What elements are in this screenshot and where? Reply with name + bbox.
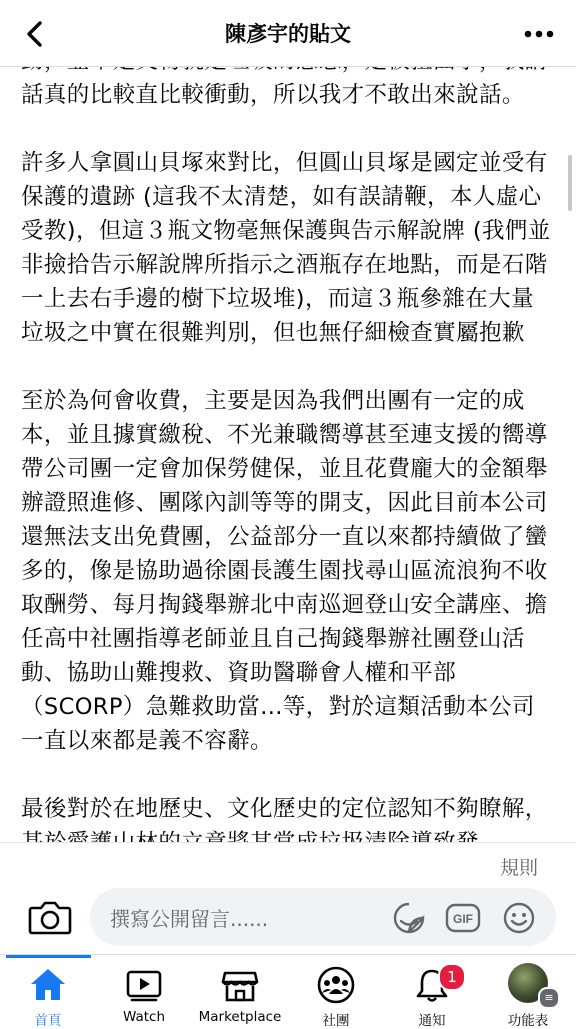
home-icon: [28, 965, 68, 1005]
sticker-icon: [392, 901, 426, 935]
post-paragraph: 至於為何會收費，主要是因為我們出團有一定的成本，並且據實繳稅、不光兼職嚮導甚至連支援的嚮導帶公司團一定會加保勞健保，並且花費龐大的金額舉辦證照進修、團隊內訓等等的開支，因此目前本公司還無法支出免費團，公益部分一直以來都持續做了蠻多的，像是協助過徐園長護生園找尋山區流浪狗不收取酬勞、每月掏錢舉辦北中南巡迴登山安全講座、擔任高中社團指導老師並且自己掏錢舉辦社團登山活動、協助山難搜救、資助醫聯會人權和平部（SCORP）急難救助當...等，對於這類活動本公司一直以來都是義不容辭。: [21, 388, 548, 754]
page-title: 陳彥宇的貼文: [225, 22, 351, 46]
post-content: [0, 66, 576, 842]
gif-label: GIF: [453, 912, 473, 926]
tab-label: Marketplace: [198, 1009, 282, 1025]
tab-label: Watch: [122, 1009, 166, 1025]
tab-notifications[interactable]: [384, 961, 480, 1029]
comment-composer: [0, 842, 576, 955]
marketplace-icon: [220, 965, 260, 1005]
emoji-button[interactable]: [502, 901, 536, 935]
tab-menu[interactable]: [480, 961, 576, 1029]
tab-groups[interactable]: [288, 961, 384, 1029]
active-tab-indicator: [6, 955, 91, 958]
groups-icon: [316, 965, 356, 1005]
camera-button[interactable]: [28, 898, 72, 936]
more-options-button[interactable]: [522, 20, 556, 48]
bottom-tab-bar: [0, 954, 576, 1029]
tab-marketplace[interactable]: [192, 961, 288, 1025]
notification-badge: 1: [438, 963, 466, 991]
post-paragraph: 許多人拿圓山貝塚來對比，但圓山貝塚是國定並受有保護的遺跡 (這我不太清楚，如有誤請鞭，本人虛心受教)，但這３瓶文物毫無保護與告示解說牌 (我們並非撿拾告示解說牌所指示之酒瓶存在地點，而是石階一上去右手邊的樹下垃圾堆)，而這３瓶參雜在大量垃圾之中實在很難判別，但也無仔細檢查實屬抱歉: [21, 150, 551, 346]
tab-label: 首頁: [34, 1013, 62, 1029]
comment-input[interactable]: [90, 888, 556, 946]
tab-label: 通知: [418, 1013, 446, 1029]
rules-link[interactable]: 規則: [499, 857, 538, 879]
tab-label: 功能表: [507, 1013, 549, 1029]
gif-button[interactable]: [446, 901, 480, 935]
post-body: [21, 44, 555, 894]
post-paragraph: 最後對於在地歷史、文化歷史的定位認知不夠瞭解，: [21, 796, 548, 822]
emoji-icon: [502, 901, 536, 935]
camera-icon: [28, 898, 72, 936]
post-paragraph: 話真的比較直比較衝動，所以我才不敢出來說話。: [21, 82, 525, 108]
gif-icon: [445, 901, 481, 935]
tab-label: 社團: [322, 1013, 350, 1029]
tab-home[interactable]: [0, 961, 96, 1029]
comment-placeholder: 撰寫公開留言......: [110, 907, 269, 931]
menu-icon: ≡: [538, 987, 560, 1009]
scrollbar[interactable]: [568, 155, 572, 211]
ellipsis-icon: [524, 30, 554, 38]
tab-watch[interactable]: [96, 961, 192, 1025]
watch-icon: [124, 965, 164, 1005]
top-nav-bar: [0, 0, 576, 67]
sticker-button[interactable]: [392, 901, 426, 935]
